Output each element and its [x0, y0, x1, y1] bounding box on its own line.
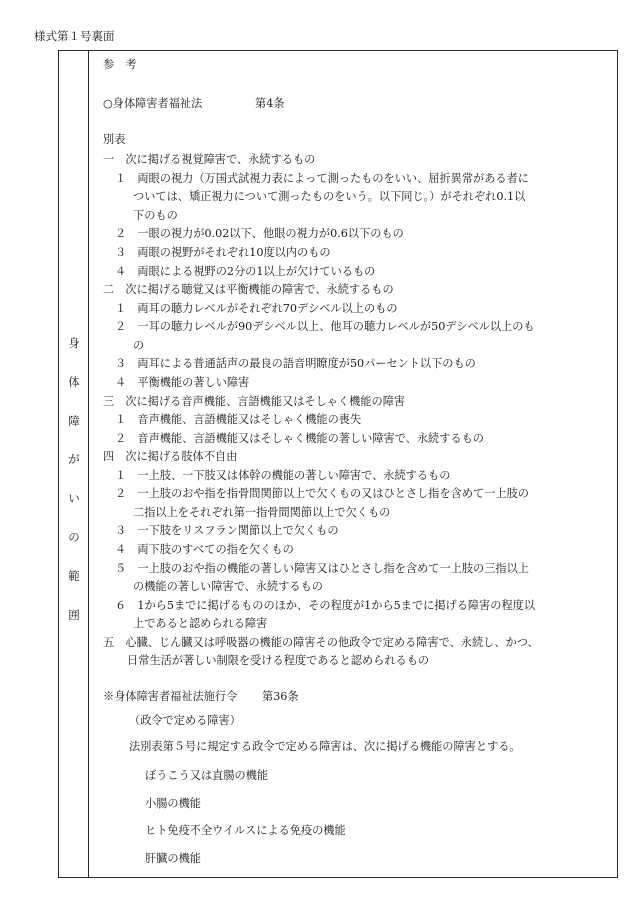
list-item: ５ 一上肢のおや指の機能の著しい障害又はひとさし指を含めて一上肢の三指以上: [115, 562, 529, 575]
side-label-char: の: [68, 530, 80, 544]
list-item: ２ 音声機能、言語機能又はそしゃく機能の著しい障害で、永続するもの: [115, 432, 484, 445]
heading: 参 考: [103, 58, 137, 71]
section-title: 一 次に掲げる視覚障害で、永続するもの: [103, 153, 316, 166]
list-item: ４ 両下肢のすべての指を欠くもの: [115, 543, 294, 556]
appendix-label: 別表: [103, 133, 126, 146]
list-item: １ 一上肢、一下肢又は体幹の機能の著しい障害で、永続するもの: [115, 469, 451, 482]
section-title: 五 心臓、じん臓又は呼吸器の機能の障害その他政令で定める障害で、永続し、かつ、: [103, 636, 539, 649]
list-item-continuation: 二指以上をそれぞれ第一指骨間関節以上で欠くもの: [133, 506, 391, 519]
side-label-char: 囲: [68, 608, 80, 622]
side-label-char: い: [68, 491, 80, 505]
list-item: １ 両耳の聴力レベルがそれぞれ70デシベル以上のもの: [115, 302, 398, 315]
list-item: ３ 両耳による普通話声の最良の語音明瞭度が50パーセント以下のもの: [115, 357, 476, 370]
list-item: ３ 両眼の視野がそれぞれ10度以内のもの: [115, 246, 331, 259]
ordinance-subtitle: （政令で定める障害）: [129, 714, 241, 727]
list-item-continuation: の機能の著しい障害で、永続するもの: [133, 580, 323, 593]
list-item: ４ 平衡機能の著しい障害: [115, 376, 250, 389]
ordinance-item: ぼうこう又は直腸の機能: [145, 769, 269, 782]
list-item: ４ 両眼による視野の2分の1以上が欠けているもの: [115, 265, 376, 278]
list-item: ２ 一上肢のおや指を指骨間関節以上で欠くもの又はひとさし指を含めて一上肢の: [115, 487, 529, 500]
list-item: ２ 一眼の視力が0.02以下、他眼の視力が0.6以下のもの: [115, 227, 404, 240]
reference-table: [58, 50, 618, 878]
ordinance-title: ※身体障害者福祉法施行令: [103, 690, 238, 703]
side-label-column: [59, 51, 89, 877]
ordinance-text: 法別表第５号に規定する政令で定める障害は、次に掲げる機能の障害とする。: [129, 740, 521, 753]
ordinance-item: 小腸の機能: [145, 797, 201, 810]
list-item: ２ 一耳の聴力レベルが90デシベル以上、他耳の聴力レベルが50デシベル以上のも: [115, 320, 535, 333]
ordinance-article: 第36条: [262, 690, 299, 703]
section-title: 二 次に掲げる聴覚又は平衡機能の障害で、永続するもの: [103, 283, 394, 296]
list-item-continuation: 下のもの: [133, 209, 178, 222]
side-label-char: 範: [68, 569, 80, 583]
list-item-continuation: の: [133, 339, 145, 352]
reference-content: [89, 51, 617, 877]
list-item-continuation: ついては、矯正視力について測ったものをいう。以下同じ。）がそれぞれ0.1以: [133, 190, 526, 203]
side-label-char: が: [68, 452, 80, 466]
ordinance-item: 肝臓の機能: [145, 852, 201, 865]
section-title: 四 次に掲げる肢体不自由: [103, 450, 238, 463]
list-item: １ 音声機能、言語機能又はそしゃく機能の喪失: [115, 413, 362, 426]
section-title: 三 次に掲げる音声機能、言語機能又はそしゃく機能の障害: [103, 395, 406, 408]
list-item: ３ 一下肢をリスフラン関節以上で欠くもの: [115, 524, 339, 537]
list-item-continuation: 上であると認められる障害: [133, 617, 268, 630]
list-item: ６ 1から5までに掲げるもののほか、その程度が1から5までに掲げる障害の程度以: [115, 599, 536, 612]
side-label-char: 体: [68, 375, 80, 389]
ordinance-item: ヒト免疫不全ウイルスによる免疫の機能: [145, 824, 346, 837]
section-title-continuation: 日常生活が著しい制限を受ける程度であると認められるもの: [127, 654, 430, 667]
list-item: １ 両眼の視力（万国式試視力表によって測ったものをいい、屈折異常がある者に: [115, 172, 529, 185]
form-label: 様式第１号裏面: [34, 29, 115, 43]
side-label-char: 障: [68, 414, 80, 428]
law-title: ○身体障害者福祉法: [103, 97, 203, 110]
side-label-char: 身: [68, 336, 80, 350]
law-article: 第4条: [255, 97, 285, 110]
